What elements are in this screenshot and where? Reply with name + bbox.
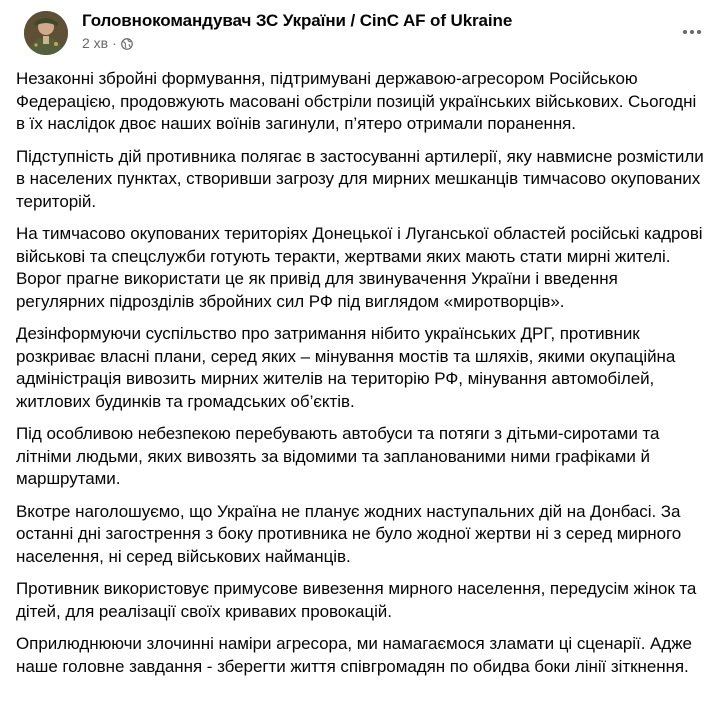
post-paragraph-3: На тимчасово окупованих територіях Донецької і Луганської областей російські кадрові військові та спецслужби готують теракти, жертвами яких мають стати мирні жителі. Ворог прагне використати це як привід для звинувачення України і введення регулярних підрозділів збройних сил РФ під виглядом «миротворців».	[16, 224, 703, 311]
post-paragraph-6: Вкотре наголошуємо, що Україна не планує жодних наступальних дій на Донбасі. За останні дні загострення з боку противника не було жодної жертви ні з серед мирного населення, ні серед військових найманців.	[16, 501, 682, 566]
globe-icon[interactable]	[121, 37, 133, 49]
post-header	[16, 0, 716, 66]
more-options-button[interactable]	[678, 18, 706, 46]
post-paragraph-2: Підступність дій противника полягає в застосуванні артилерії, яку навмисне розмістили в населених пунктах, створивши загрозу для мирних мешканців тимчасово окупованих територій.	[16, 146, 704, 211]
more-horizontal-icon	[682, 29, 702, 35]
post-timestamp[interactable]: 2 хв	[82, 35, 109, 51]
post-paragraph-8: Оприлюднюючи злочинні наміри агресора, ми намагаємося зламати ці сценарії. Адже наше головне завдання - зберегти життя співгромадян по обидва боки лінії зіткнення.	[16, 634, 692, 676]
post-body	[16, 68, 706, 688]
author-avatar[interactable]	[24, 11, 68, 55]
post-paragraph-7: Противник використовує примусове вивезення мирного населення, передусім жінок та дітей, для реалізації своїх кривавих провокацій.	[16, 579, 697, 621]
post-paragraph-1: Незаконні збройні формування, підтримувані державою-агресором Російською Федерацією, продовжують масовані обстріли позицій українських військових. Сьогодні в їх наслідок двоє наших воїнів загинули, п’ятеро отримали поранення.	[16, 69, 697, 133]
avatar-image	[24, 11, 68, 55]
meta-separator: ·	[112, 35, 117, 51]
post-paragraph-4: Дезінформуючи суспільство про затримання нібито українських ДРГ, противник розкриває власні плани, серед яких – мінування мостів та шляхів, якими окупаційна адміністрація вивозить мирних жителів на територію РФ, мінування автомобілей, житлових будинків та громадських об’єктів.	[16, 324, 676, 411]
post-meta	[82, 35, 133, 51]
post-paragraph-5: Під особливою небезпекою перебувають автобуси та потяги з дітьми-сиротами та літніми людьми, яких вивозять за відомими та запланованими ними графіками й маршрутами.	[16, 424, 660, 488]
author-name[interactable]: Головнокомандувач ЗС України / CinC AF of Ukraine	[82, 11, 513, 30]
